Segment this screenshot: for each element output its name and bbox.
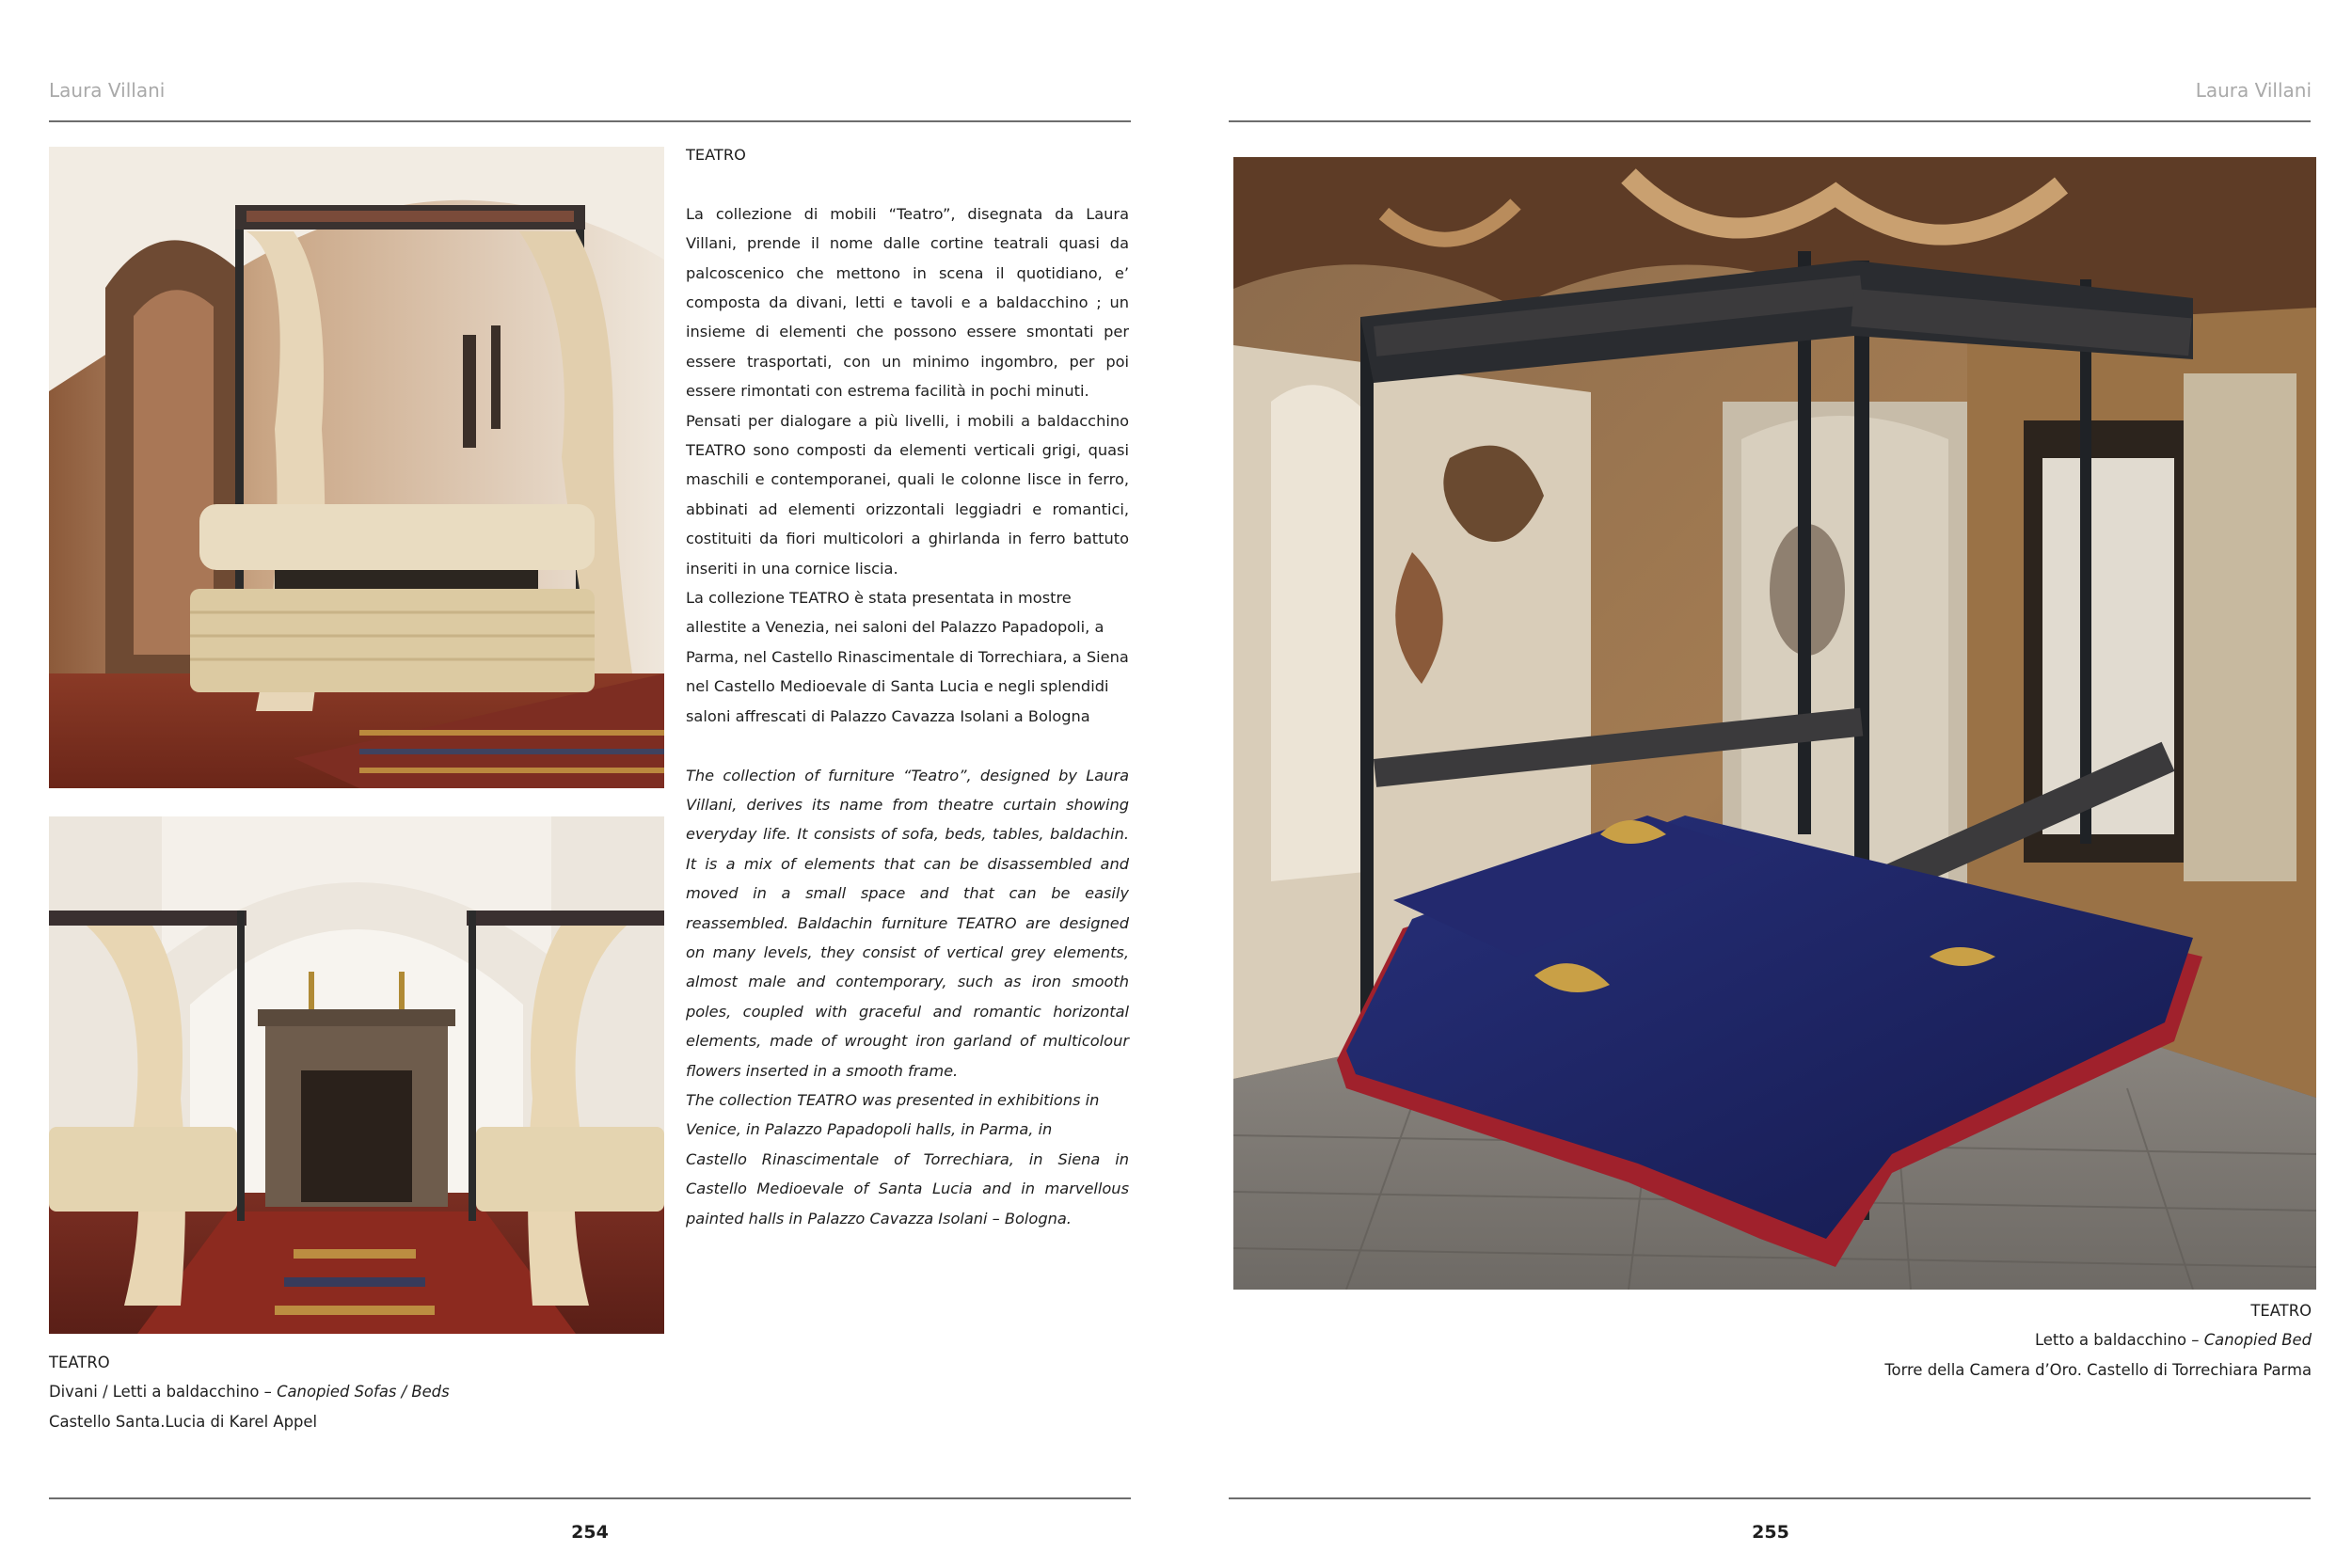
- paragraph-gap: [686, 731, 1129, 760]
- header-rule-left: [49, 120, 1131, 122]
- body-text-it-paragraph-1: La collezione di mobili “Teatro”, disegnata da Laura Villani, prende il nome dalle cortine teatrali quasi da palcoscenico che mettono in scena il quotidiano, e’ composta da divani, letti e tavoli e a baldacchino ; un insieme di elementi che possono essere smontati per essere trasportati, con un minimo ingombro, per poi essere rimontati con estrema facilità in pochi minuti.: [686, 204, 1129, 401]
- body-text-column: [686, 140, 1129, 1233]
- running-head-right: Laura Villani: [2195, 79, 2312, 102]
- body-text-english: [686, 761, 1129, 1234]
- page-number-right: 255: [1752, 1522, 1789, 1543]
- caption-left-line3: Castello Santa.Lucia di Karel Appel: [49, 1412, 318, 1431]
- caption-left-line2-italic: Canopied Sofas / Beds: [277, 1383, 450, 1402]
- photo-canopied-bed: [1233, 157, 2316, 1290]
- photo-fireplace-room: [49, 816, 664, 1334]
- body-text-it-paragraph-3: La collezione TEATRO è stata presentata in mostre allestite a Venezia, nei saloni del Palazzo Papadopoli, a Parma, nel Castello Rinascimentale di Torrechiara, a Siena nel Castello Medioevale di Santa Lucia e negli splendidi saloni affrescati di Palazzo Cavazza Isolani a Bologna: [686, 589, 1129, 725]
- caption-left-line2: Divani / Letti a baldacchino – Canopied Sofas / Beds: [49, 1383, 450, 1402]
- body-text-title: TEATRO: [686, 146, 746, 164]
- caption-right: [1653, 1296, 2312, 1385]
- footer-rule-right: [1229, 1497, 2311, 1499]
- body-text-en-paragraph-1: The collection of furniture “Teatro”, designed by Laura Villani, derives its name from theatre curtain showing everyday life. It consists of sofa, beds, tables, baldachin. It is a mix of elements that can be disassembled and moved in a small space and that can be easily reassembled. Baldachin furniture TEATRO are designed on many levels, they consist of vertical grey elements, almost male and contemporary, such as iron smooth poles, coupled with graceful and romantic horizontal elements, made of wrought iron garland of multicolour flowers inserted in a smooth frame.: [686, 766, 1129, 1080]
- photo-canopied-sofa: [49, 147, 664, 788]
- caption-left: [49, 1348, 664, 1436]
- page-number-left: 254: [571, 1522, 609, 1543]
- header-rule-right: [1229, 120, 2311, 122]
- footer-rule-left: [49, 1497, 1131, 1499]
- body-text-it-paragraph-2: Pensati per dialogare a più livelli, i mobili a baldacchino TEATRO sono composti da elementi verticali grigi, quasi maschili e contemporanei, quali le colonne lisce in ferro, abbinati ad elementi orizzontali leggiadri e romantici, costituiti da fiori multicolori a ghirlanda in ferro battuto inseriti in una cornice liscia.: [686, 411, 1129, 578]
- caption-right-line2-italic: Canopied Bed: [2203, 1331, 2312, 1350]
- running-head-left: Laura Villani: [49, 79, 166, 102]
- caption-right-line2: Letto a baldacchino – Canopied Bed: [2034, 1331, 2312, 1350]
- caption-left-title: TEATRO: [49, 1354, 110, 1371]
- caption-right-line3: Torre della Camera d’Oro. Castello di Torrechiara Parma: [1884, 1360, 2312, 1379]
- body-text-en-paragraph-3: Castello Rinascimentale of Torrechiara, in Siena in Castello Medioevale of Santa Lucia and in marvellous painted halls in Palazzo Cavazza Isolani – Bologna.: [686, 1149, 1129, 1227]
- caption-right-title: TEATRO: [2250, 1302, 2312, 1320]
- body-text-en-paragraph-2: The collection TEATRO was presented in exhibitions in Venice, in Palazzo Papadopoli halls, in Parma, in: [686, 1090, 1100, 1139]
